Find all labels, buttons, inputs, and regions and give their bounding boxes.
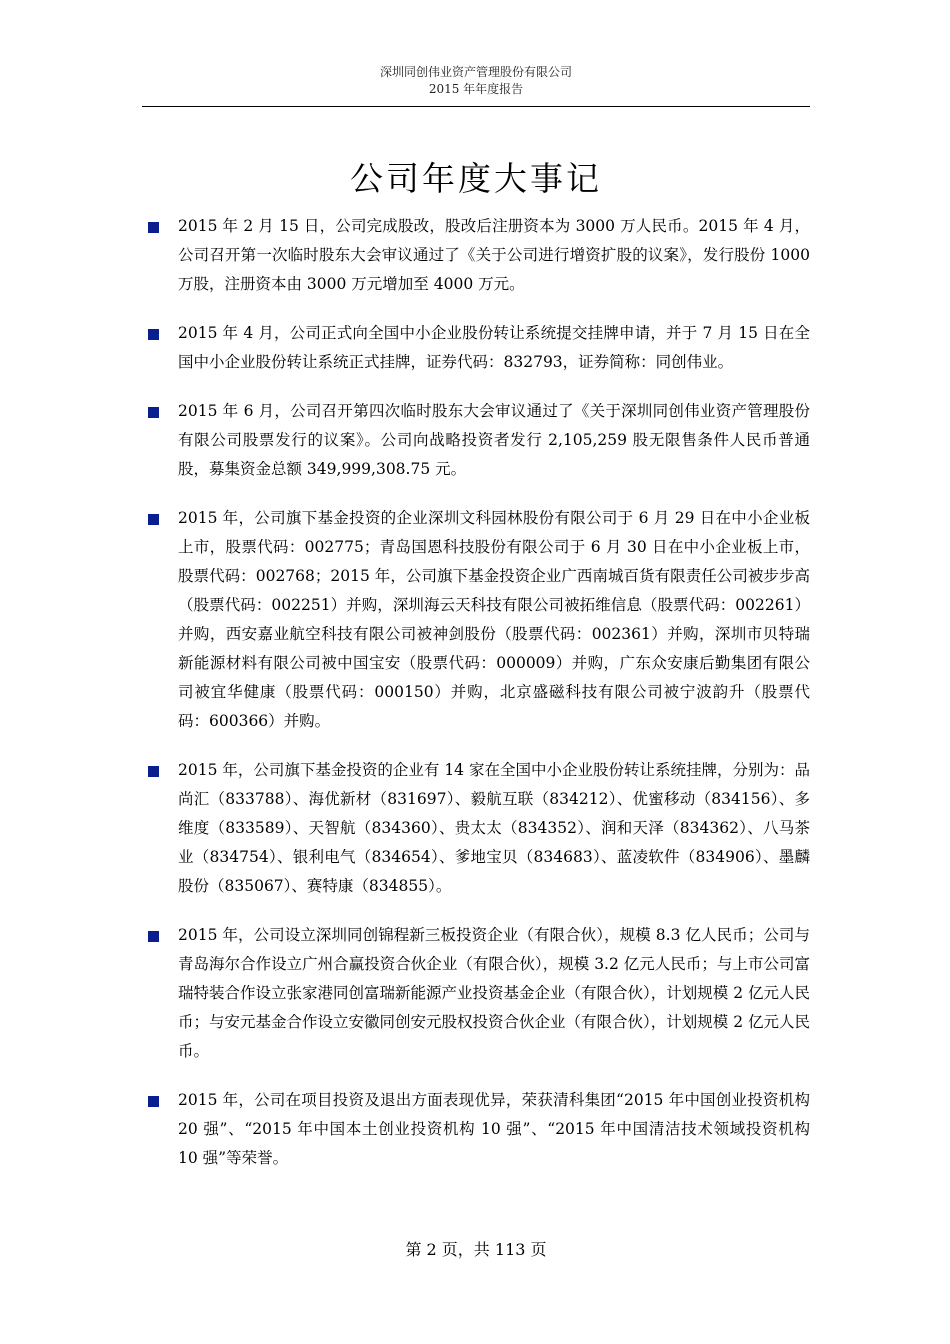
event-text: 2015 年，公司在项目投资及退出方面表现优异，荣获清科集团“2015 年中国创业投资机构 20 强”、“2015 年中国本土创业投资机构 10 强”、“2015 年中国清洁技术领域投资机构 10 强”等荣誉。 (178, 1091, 810, 1167)
event-item-portfolio-exits (145, 504, 810, 736)
event-item-share-reform (145, 212, 810, 299)
square-bullet-icon (148, 222, 159, 233)
page-header (142, 64, 810, 98)
header-report-title: 2015 年年度报告 (428, 82, 524, 96)
page-number: 第 2 页，共 113 页 (405, 1240, 547, 1259)
square-bullet-icon (148, 329, 159, 340)
event-item-new-funds (145, 921, 810, 1066)
square-bullet-icon (148, 931, 159, 942)
header-divider (142, 106, 810, 107)
square-bullet-icon (148, 1096, 159, 1107)
event-text: 2015 年 6 月，公司召开第四次临时股东大会审议通过了《关于深圳同创伟业资产管理股份有限公司股票发行的议案》。公司向战略投资者发行 2,105,259 股无限售条件人民币普通股，募集资金总额 349,999,308.75 元。 (178, 402, 810, 478)
square-bullet-icon (148, 407, 159, 418)
event-item-portfolio-listings (145, 756, 810, 901)
event-item-neeq-listing (145, 319, 810, 377)
event-text: 2015 年 4 月，公司正式向全国中小企业股份转让系统提交挂牌申请，并于 7 月 15 日在全国中小企业股份转让系统正式挂牌，证券代码：832793，证券简称：同创伟业。 (178, 324, 810, 371)
header-company-name: 深圳同创伟业资产管理股份有限公司 (379, 65, 572, 79)
event-text: 2015 年，公司设立深圳同创锦程新三板投资企业（有限合伙），规模 8.3 亿人民币；公司与青岛海尔合作设立广州合赢投资合伙企业（有限合伙），规模 3.2 亿元人民币；与上市公司富瑞特装合作设立张家港同创富瑞新能源产业投资基金企业（有限合伙），计划规模 2 亿元人民币；与安元基金合作设立安徽同创安元股权投资合伙企业（有限合伙），计划规模 2 亿元人民币。 (178, 926, 810, 1060)
page-title: 公司年度大事记 (350, 159, 602, 199)
square-bullet-icon (148, 514, 159, 525)
event-text: 2015 年，公司旗下基金投资的企业深圳文科园林股份有限公司于 6 月 29 日在中小企业板上市，股票代码：002775；青岛国恩科技股份有限公司于 6 月 30 日在中小企业板上市，股票代码：002768；2015 年，公司旗下基金投资企业广西南城百货有限责任公司被步步高（股票代码：002251）并购，深圳海云天科技有限公司被拓维信息（股票代码：002261）并购，西安嘉业航空科技有限公司被神剑股份（股票代码：002361）并购，深圳市贝特瑞新能源材料有限公司被中国宝安（股票代码：000009）并购，广东众安康后勤集团有限公司被宜华健康（股票代码：000150）并购，北京盛磁科技有限公司被宁波韵升（股票代码：600366）并购。 (178, 509, 810, 730)
event-item-awards (145, 1086, 810, 1173)
square-bullet-icon (148, 766, 159, 777)
event-text: 2015 年 2 月 15 日，公司完成股改，股改后注册资本为 3000 万人民币。2015 年 4 月，公司召开第一次临时股东大会审议通过了《关于公司进行增资扩股的议案》，发行股份 1000 万股，注册资本由 3000 万元增加至 4000 万元。 (178, 217, 810, 293)
event-item-share-issuance (145, 397, 810, 484)
event-list (145, 212, 810, 1193)
event-text: 2015 年，公司旗下基金投资的企业有 14 家在全国中小企业股份转让系统挂牌，分别为：品尚汇（833788）、海优新材（831697）、毅航互联（834212）、优蜜移动（834156）、多维度（833589）、天智航（834360）、贵太太（834352）、润和天泽（834362）、八马茶业（834754）、银利电气（834654）、爹地宝贝（834683）、蓝凌软件（834906）、墨麟股份（835067）、赛特康（834855）。 (178, 761, 810, 895)
